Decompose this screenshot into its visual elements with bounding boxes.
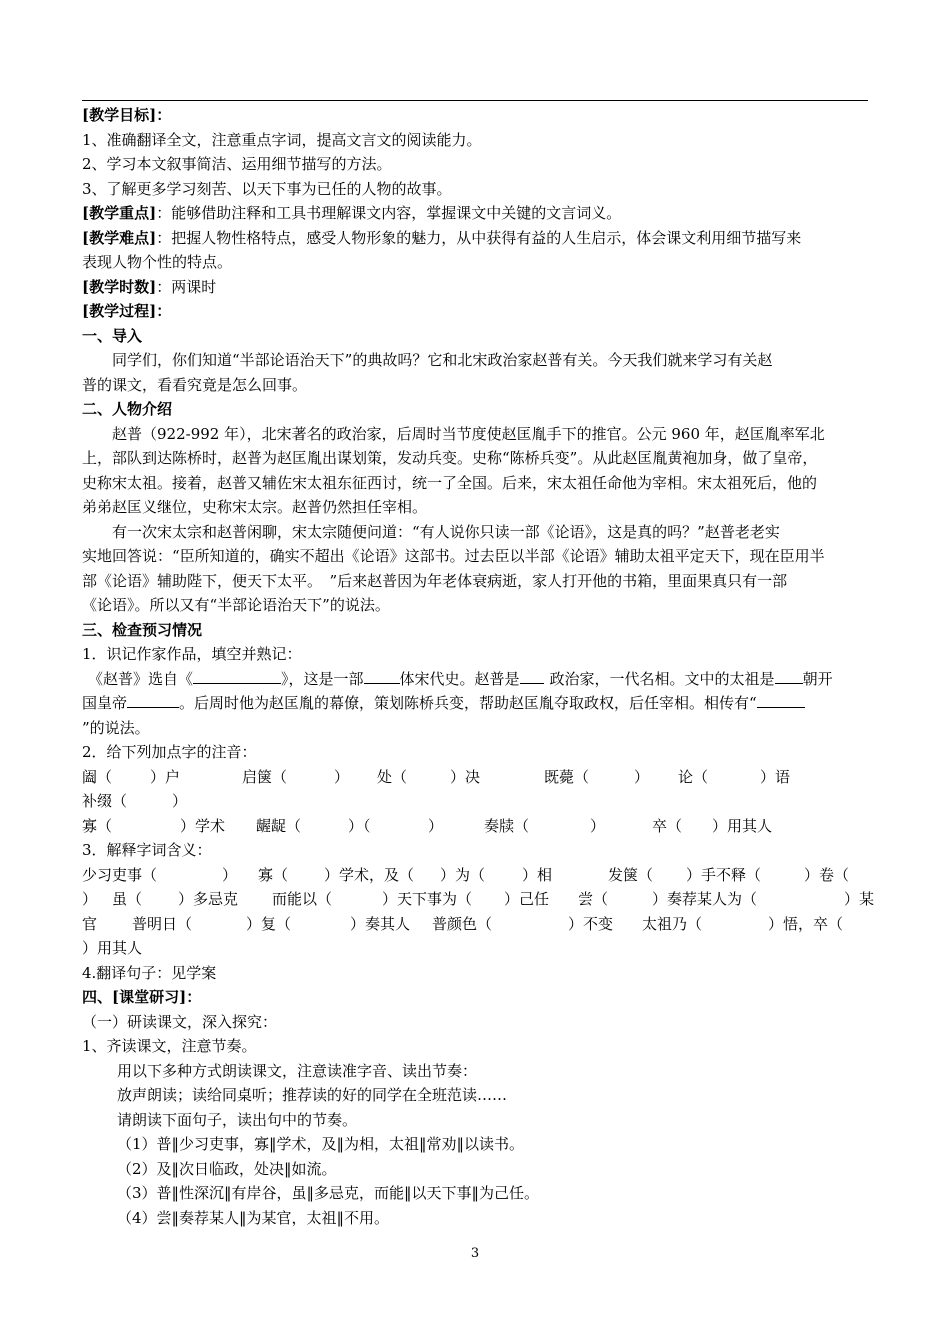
fill-line-3: ”的说法。: [82, 718, 150, 737]
anecdote-line-2: 实地回答说：“臣所知道的，确实不超出《论语》这部书。过去臣以半部《论语》辅助太祖平定天下，现在臣用半: [82, 547, 825, 565]
question-3: 3．解释字词含义：: [82, 841, 212, 859]
section4-line-2: 放声朗读；读给同桌听；推荐读的好的同学在全班范读……: [117, 1086, 508, 1104]
section4-line-1: 用以下多种方式朗读课文，注意读准字音、读出节奏：: [117, 1061, 478, 1080]
anecdote-line-3: 部《论语》辅助陛下，便天下太平。 ”后来赵普因为年老体衰病逝，家人打开他的书箱，里面果真只有一部: [82, 571, 788, 590]
pinyin-item-2b: ）: [334, 767, 350, 786]
meaning-1b: ）: [222, 865, 238, 884]
section2-title: 二、人物介绍: [82, 400, 173, 418]
pinyin-item-8a: 龌龊（: [256, 816, 302, 835]
meaning-row-2: [82, 887, 875, 912]
difficulty-line-2: 表现人物个性的特点。: [82, 253, 233, 271]
fill-text-c: 体宋代史。赵普是: [399, 669, 520, 688]
bio-line-1: 赵普（922-992 年），北宋著名的政治家，后周时当节度使赵匡胤手下的推官。公元 960 年，赵匡胤率军北: [112, 424, 825, 443]
meaning-7a: 尝（: [578, 890, 609, 908]
section3-title: 三、检查预习情况: [82, 620, 203, 639]
meaning-1a: 少习吏事（: [82, 865, 158, 884]
blank-emperor[interactable]: [127, 693, 179, 708]
meaning-8a: 官: [82, 914, 98, 933]
anecdote-line-1: 有一次宋太宗和赵普闲聊，宋太宗随便问道：“有人说你只读一部《论语》，这是真的吗？”赵普老老实: [112, 522, 780, 541]
meaning-7c: ）某: [844, 890, 875, 908]
bio-line-3: 史称宋太祖。接着，赵普又辅佐宋太祖东征西讨，统一了全国。后来，宋太祖任命他为宰相。宋太祖死后，他的: [82, 473, 818, 492]
pinyin-row-2: [82, 789, 868, 814]
meaning-10b: ）悟，卒（: [768, 914, 844, 933]
meaning-7b: ）奏荐某人为（: [652, 890, 758, 908]
hours-text: ：两课时: [156, 277, 217, 296]
fill-line-2: [82, 691, 868, 716]
header-rule: [82, 100, 868, 101]
difficulty-line: [82, 226, 868, 251]
objectives-heading: [教学目标]：: [82, 106, 172, 124]
document-body: [82, 103, 875, 1230]
focus-label: [教学重点]: [82, 204, 157, 222]
focus-text: ：能够借助注释和工具书理解课文内容，掌握课文中关键的文言词义。: [156, 204, 622, 222]
meaning-row-1: [82, 863, 868, 888]
pinyin-item-1a: 阖（: [82, 767, 113, 786]
section4-item-1: 1、齐读课文，注意节奏。: [82, 1037, 257, 1055]
meaning-2b: ）学术，及（: [324, 865, 415, 884]
fill-text-d: 政治家，一代名相。文中的太祖是: [549, 669, 775, 688]
section1-line-1: 同学们，你们知道“半部论语治天下”的典故吗？它和北宋政治家赵普有关。今天我们就来学习有关赵: [112, 351, 773, 369]
pinyin-item-10a: 卒（: [652, 816, 683, 835]
process-label: [教学过程]: [82, 302, 157, 320]
fill-text-g: 。后周时他为赵匡胤的幕僚，策划陈桥兵变，帮助赵匡胤夺取政权，后任宰相。相传有“: [179, 694, 757, 712]
rhythm-sentence-1: （1）普‖少习吏事，寡‖学术，及‖为相，太祖‖常劝‖以读书。: [117, 1135, 525, 1153]
question-2: 2．给下列加点字的注音：: [82, 743, 257, 761]
rhythm-sentence-2: （2）及‖次日临政，处决‖如流。: [117, 1159, 337, 1178]
pinyin-item-5a: 论（: [678, 767, 709, 786]
blank-genre[interactable]: [364, 669, 400, 684]
section1-line-2: 普的课文，看看究竟是怎么回事。: [82, 375, 308, 394]
meaning-4c: ）卷（: [804, 865, 850, 884]
question-4: 4.翻译句子：见学案: [82, 963, 217, 982]
objective-2: 2、学习本文叙事简洁、运用细节描写的方法。: [82, 155, 392, 173]
pinyin-item-4a: 既薨（: [544, 767, 590, 786]
meaning-8c: ）复（: [246, 914, 292, 933]
pinyin-item-9b: ）: [590, 816, 606, 835]
meaning-2a: 寡（: [258, 865, 289, 884]
meaning-9a: 普颜色（: [432, 914, 493, 933]
meaning-5c: ）多忌克: [178, 890, 239, 908]
section4-sub: （一）研读课文，深入探究：: [82, 1012, 278, 1031]
pinyin-item-5b: ）语: [760, 767, 791, 786]
blank-saying[interactable]: [757, 693, 805, 708]
meaning-4a: 发箧（: [608, 865, 654, 884]
difficulty-text: ：把握人物性格特点，感受人物形象的魅力，从中获得有益的人生启示，体会课文利用细节描写来: [156, 228, 802, 247]
hours-line: [82, 275, 868, 300]
process-text: ：: [156, 302, 172, 320]
meaning-6a: 而能以（: [272, 890, 333, 908]
meaning-5b: 虽（: [112, 890, 143, 908]
process-line: [82, 299, 868, 324]
page-number: 3: [470, 1246, 480, 1261]
meaning-6b: ）天下事为（: [382, 890, 473, 908]
pinyin-item-10b: ）用其人: [712, 816, 773, 835]
meaning-10a: 太祖乃（: [642, 914, 703, 933]
pinyin-row-1: [82, 765, 868, 790]
fill-line-1: [82, 667, 868, 692]
meaning-row-4: ）用其人: [82, 939, 143, 957]
pinyin-item-3b: ）决: [450, 767, 481, 786]
pinyin-row-3: [82, 814, 868, 839]
meaning-8b: 普明日（: [132, 914, 193, 933]
meaning-5a: ）: [82, 890, 98, 908]
meaning-9b: ）不变: [568, 914, 614, 933]
pinyin-item-4b: ）: [634, 767, 650, 786]
question-1: 1．识记作家作品，填空并熟记：: [82, 645, 302, 663]
pinyin-item-8b: ）（: [348, 816, 371, 835]
pinyin-item-3a: 处（: [377, 767, 408, 786]
meaning-8d: ）奏其人: [350, 914, 411, 933]
meaning-4b: ）手不释（: [686, 865, 762, 884]
section4-line-3: 请朗读下面句子，读出句中的节奏。: [117, 1110, 358, 1129]
pinyin-item-7a: 寡（: [82, 816, 113, 835]
pinyin-item-9a: 奏牍（: [484, 816, 530, 835]
section1-title: 一、导入: [82, 326, 143, 345]
objective-1: 1、准确翻译全文，注意重点字词，提高文言文的阅读能力。: [82, 130, 482, 149]
pinyin-item-7b: ）学术: [180, 816, 226, 835]
blank-dynasty[interactable]: [775, 669, 803, 684]
pinyin-item-1b: ）户: [150, 767, 181, 786]
pinyin-item-2a: 启箧（: [242, 767, 288, 786]
bio-line-2: 上，部队到达陈桥时，赵普为赵匡胤出谋划策，发动兵变。史称“陈桥兵变”。从此赵匡胤黄袍加身，做了皇帝，: [82, 449, 818, 467]
bio-line-4: 弟弟赵匡义继位，史称宋太宗。赵普仍然担任宰相。: [82, 498, 428, 516]
meaning-3b: ）相: [522, 865, 553, 884]
rhythm-sentence-4: （4）尝‖奏荐某人‖为某官，太祖‖不用。: [117, 1208, 390, 1227]
pinyin-item-6b: ）: [172, 792, 188, 810]
blank-era[interactable]: [520, 669, 544, 684]
fill-text-b: 》，这是一部: [281, 669, 364, 688]
rhythm-sentence-3: （3）普‖性深沉‖有岸谷，虽‖多忌克，而能‖以天下事‖为己任。: [117, 1184, 540, 1202]
meaning-row-3: [82, 912, 868, 937]
pinyin-item-8c: ）: [428, 816, 444, 835]
fill-text-a: 《赵普》选自《: [88, 669, 194, 688]
fill-text-e: 朝开: [802, 669, 833, 688]
section4-title: 四、[课堂研习]：: [82, 988, 202, 1006]
pinyin-item-6a: 补缀（: [82, 792, 128, 810]
objective-3: 3、了解更多学习刻苦、以天下事为已任的人物的故事。: [82, 179, 452, 198]
anecdote-line-4: 《论语》。所以又有“半部论语治天下”的说法。: [82, 596, 390, 614]
meaning-3a: ）为（: [440, 865, 486, 884]
meaning-6c: ）己任: [504, 890, 550, 908]
blank-source[interactable]: [193, 669, 281, 684]
focus-line: [82, 201, 868, 226]
fill-text-f: 国皇帝: [82, 694, 128, 712]
difficulty-label: [教学难点]: [82, 228, 157, 247]
hours-label: [教学时数]: [82, 277, 157, 296]
